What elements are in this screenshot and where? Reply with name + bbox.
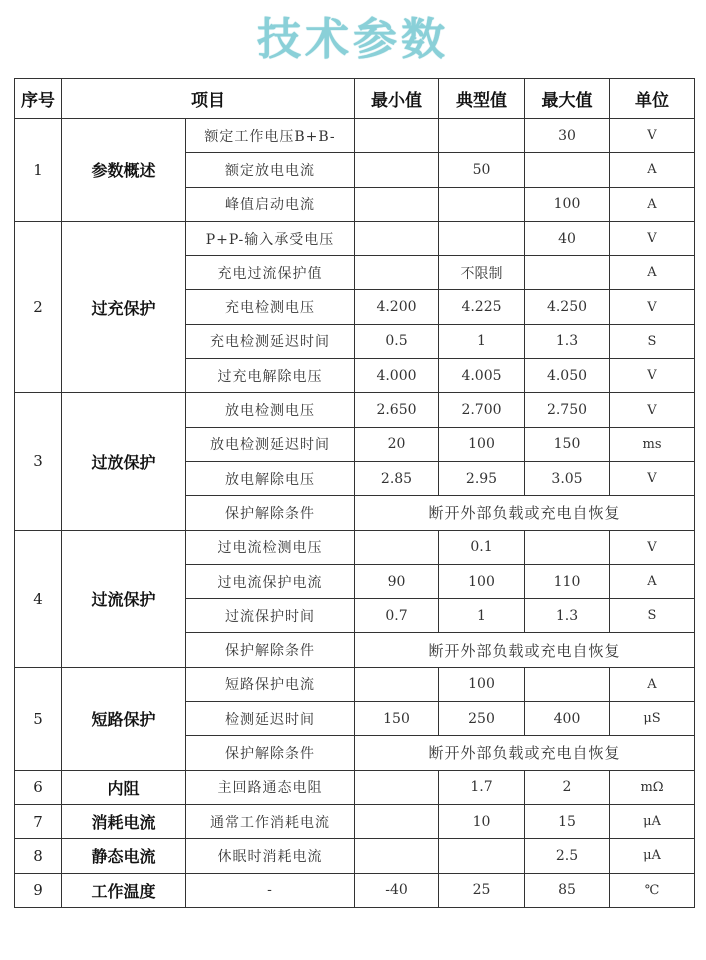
unit-value: A	[610, 667, 695, 701]
param-name: 充电检测电压	[186, 290, 355, 324]
table-row	[15, 873, 695, 907]
max-value: 110	[525, 564, 610, 598]
param-name: 主回路通态电阻	[186, 770, 355, 804]
unit-value: ms	[610, 427, 695, 461]
min-value	[355, 153, 439, 187]
param-name: 短路保护电流	[186, 667, 355, 701]
param-name: 保护解除条件	[186, 633, 355, 667]
max-value: 1.3	[525, 599, 610, 633]
param-name: 过电流检测电压	[186, 530, 355, 564]
max-value: 2.750	[525, 393, 610, 427]
unit-value: V	[610, 393, 695, 427]
param-name: 放电检测电压	[186, 393, 355, 427]
unit-value: S	[610, 324, 695, 358]
category-label: 过充保护	[62, 221, 186, 392]
unit-value: μS	[610, 702, 695, 736]
param-name: 检测延迟时间	[186, 702, 355, 736]
typ-value: 不限制	[439, 256, 525, 290]
typ-value: 1	[439, 599, 525, 633]
header-max: 最大值	[525, 79, 610, 119]
typ-value	[439, 839, 525, 873]
typ-value: 0.1	[439, 530, 525, 564]
unit-value: V	[610, 530, 695, 564]
category-label: 过放保护	[62, 393, 186, 530]
unit-value: V	[610, 359, 695, 393]
param-name: 过流保护时间	[186, 599, 355, 633]
max-value: 15	[525, 804, 610, 838]
typ-value: 4.005	[439, 359, 525, 393]
min-value: 90	[355, 564, 439, 598]
min-value: 0.7	[355, 599, 439, 633]
param-name: 放电解除电压	[186, 461, 355, 495]
min-value	[355, 804, 439, 838]
header-unit: 单位	[610, 79, 695, 119]
typ-value: 50	[439, 153, 525, 187]
min-value	[355, 187, 439, 221]
typ-value: 1	[439, 324, 525, 358]
table-row	[15, 770, 695, 804]
unit-value: mΩ	[610, 770, 695, 804]
param-name: 充电检测延迟时间	[186, 324, 355, 358]
max-value: 4.050	[525, 359, 610, 393]
protection-release-condition: 断开外部负载或充电自恢复	[355, 496, 695, 530]
table-row	[15, 804, 695, 838]
param-name: -	[186, 873, 355, 907]
max-value	[525, 153, 610, 187]
header-row	[15, 79, 695, 119]
param-name: 充电过流保护值	[186, 256, 355, 290]
table-row	[15, 393, 695, 427]
row-number: 5	[15, 667, 62, 770]
unit-value: V	[610, 119, 695, 153]
typ-value: 25	[439, 873, 525, 907]
category-label: 参数概述	[62, 119, 186, 222]
typ-value: 2.95	[439, 461, 525, 495]
table-row	[15, 839, 695, 873]
max-value: 30	[525, 119, 610, 153]
row-number: 1	[15, 119, 62, 222]
typ-value: 100	[439, 427, 525, 461]
max-value	[525, 667, 610, 701]
min-value	[355, 256, 439, 290]
typ-value: 2.700	[439, 393, 525, 427]
unit-value: ℃	[610, 873, 695, 907]
table-row	[15, 221, 695, 255]
typ-value	[439, 221, 525, 255]
min-value: 0.5	[355, 324, 439, 358]
max-value: 1.3	[525, 324, 610, 358]
min-value	[355, 221, 439, 255]
unit-value: V	[610, 290, 695, 324]
max-value	[525, 256, 610, 290]
row-number: 8	[15, 839, 62, 873]
unit-value: V	[610, 461, 695, 495]
min-value: 4.200	[355, 290, 439, 324]
param-name: 额定工作电压B+B-	[186, 119, 355, 153]
param-name: 休眠时消耗电流	[186, 839, 355, 873]
typ-value	[439, 119, 525, 153]
spec-table	[14, 78, 695, 908]
header-item: 项目	[62, 79, 355, 119]
unit-value: μA	[610, 804, 695, 838]
row-number: 9	[15, 873, 62, 907]
unit-value: S	[610, 599, 695, 633]
param-name: 保护解除条件	[186, 496, 355, 530]
row-number: 4	[15, 530, 62, 667]
min-value	[355, 667, 439, 701]
row-number: 6	[15, 770, 62, 804]
typ-value: 100	[439, 667, 525, 701]
min-value: 20	[355, 427, 439, 461]
row-number: 2	[15, 221, 62, 392]
typ-value: 10	[439, 804, 525, 838]
unit-value: A	[610, 256, 695, 290]
unit-value: μA	[610, 839, 695, 873]
typ-value: 1.7	[439, 770, 525, 804]
min-value: 2.85	[355, 461, 439, 495]
param-name: 通常工作消耗电流	[186, 804, 355, 838]
param-name: P+P-输入承受电压	[186, 221, 355, 255]
max-value: 4.250	[525, 290, 610, 324]
category-label: 工作温度	[62, 873, 186, 907]
page-title: 技术参数	[257, 14, 449, 65]
max-value: 40	[525, 221, 610, 255]
param-name: 额定放电电流	[186, 153, 355, 187]
min-value	[355, 839, 439, 873]
min-value	[355, 770, 439, 804]
unit-value: V	[610, 221, 695, 255]
header-typ: 典型值	[439, 79, 525, 119]
typ-value: 4.225	[439, 290, 525, 324]
max-value	[525, 530, 610, 564]
typ-value: 250	[439, 702, 525, 736]
min-value: 4.000	[355, 359, 439, 393]
param-name: 过电流保护电流	[186, 564, 355, 598]
table-row	[15, 667, 695, 701]
spec-table-body	[15, 119, 695, 908]
category-label: 过流保护	[62, 530, 186, 667]
max-value: 400	[525, 702, 610, 736]
unit-value: A	[610, 153, 695, 187]
category-label: 短路保护	[62, 667, 186, 770]
category-label: 内阻	[62, 770, 186, 804]
table-row	[15, 119, 695, 153]
header-min: 最小值	[355, 79, 439, 119]
category-label: 静态电流	[62, 839, 186, 873]
typ-value: 100	[439, 564, 525, 598]
header-seq: 序号	[15, 79, 62, 119]
max-value: 100	[525, 187, 610, 221]
max-value: 2	[525, 770, 610, 804]
table-row	[15, 530, 695, 564]
max-value: 85	[525, 873, 610, 907]
param-name: 保护解除条件	[186, 736, 355, 770]
min-value: 2.650	[355, 393, 439, 427]
min-value: -40	[355, 873, 439, 907]
row-number: 7	[15, 804, 62, 838]
min-value: 150	[355, 702, 439, 736]
max-value: 2.5	[525, 839, 610, 873]
category-label: 消耗电流	[62, 804, 186, 838]
row-number: 3	[15, 393, 62, 530]
protection-release-condition: 断开外部负载或充电自恢复	[355, 633, 695, 667]
param-name: 峰值启动电流	[186, 187, 355, 221]
param-name: 放电检测延迟时间	[186, 427, 355, 461]
param-name: 过充电解除电压	[186, 359, 355, 393]
typ-value	[439, 187, 525, 221]
min-value	[355, 530, 439, 564]
protection-release-condition: 断开外部负载或充电自恢复	[355, 736, 695, 770]
max-value: 3.05	[525, 461, 610, 495]
unit-value: A	[610, 187, 695, 221]
unit-value: A	[610, 564, 695, 598]
max-value: 150	[525, 427, 610, 461]
min-value	[355, 119, 439, 153]
